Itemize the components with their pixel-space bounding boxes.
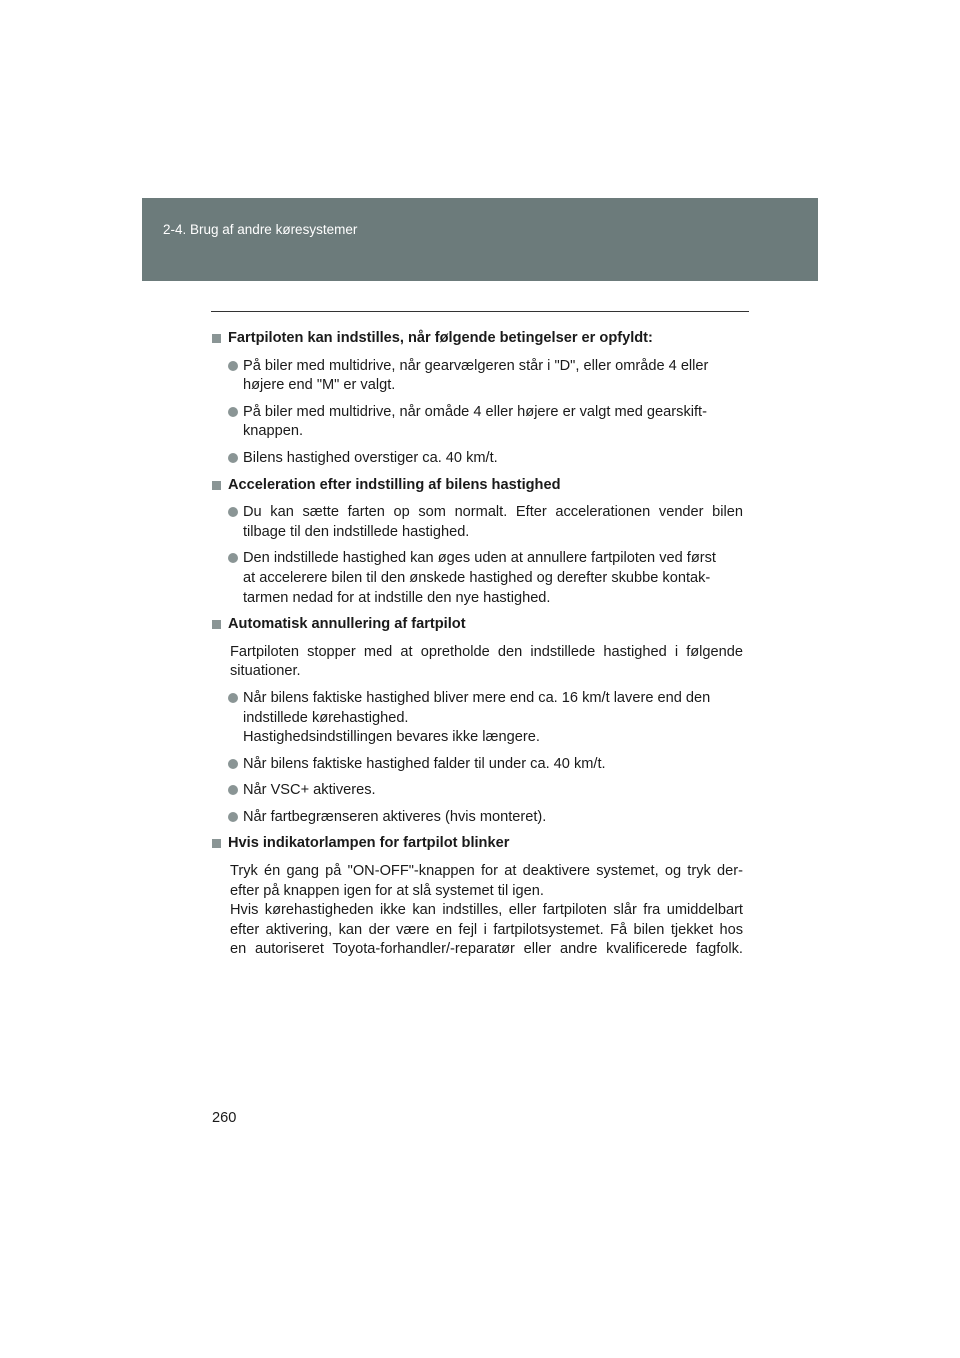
round-bullet-icon [228, 785, 238, 795]
list-item: På biler med multidrive, når omåde 4 eller højere er valgt med gearskift- knappen. [212, 403, 743, 442]
list-item: Når fartbegrænseren aktiveres (hvis monteret). [212, 808, 743, 828]
square-bullet-icon [212, 839, 221, 848]
round-bullet-icon [228, 407, 238, 417]
round-bullet-icon [228, 507, 238, 517]
round-bullet-icon [228, 812, 238, 822]
section-header-band [142, 198, 818, 281]
square-bullet-icon [212, 620, 221, 629]
list-item: Bilens hastighed overstiger ca. 40 km/t. [212, 449, 743, 469]
square-bullet-icon [212, 481, 221, 490]
round-bullet-icon [228, 361, 238, 371]
round-bullet-icon [228, 693, 238, 703]
section-heading: Acceleration efter indstilling af bilens hastighed [212, 476, 743, 496]
section-heading: Hvis indikatorlampen for fartpilot blinker [212, 834, 743, 854]
list-item: På biler med multidrive, når gearvælgeren står i "D", eller område 4 eller højere end "M" er valgt. [212, 357, 743, 396]
paragraph: Fartpiloten stopper med at opretholde den indstillede hastighed i følgende situationer. [230, 643, 743, 680]
section-heading: Fartpiloten kan indstilles, når følgende betingelser er opfyldt: [212, 329, 743, 349]
list-item: Når bilens faktiske hastighed bliver mere end ca. 16 km/t lavere end den indstillede kørehastighed. Hastighedsindstillingen bevares ikke længere. [212, 689, 743, 748]
page-number: 260 [212, 1110, 237, 1126]
list-item: Når VSC+ aktiveres. [212, 781, 743, 801]
square-bullet-icon [212, 334, 221, 343]
round-bullet-icon [228, 553, 238, 563]
divider-rule [211, 311, 749, 312]
paragraph: Tryk én gang på "ON-OFF"-knappen for at deaktivere systemet, og tryk der- efter på knappen igen for at slå systemet til igen. Hvis kørehastigheden ikke kan indstilles, eller fartpiloten slår fra umiddelbart efter aktivering, kan der være en fejl i fartpilotsystemet. Få bilen tjekket hos en autoriseret Toyota-forhandler/-reparatør eller andre kvalificerede fagfolk. [230, 863, 743, 958]
content-area [212, 329, 743, 967]
round-bullet-icon [228, 759, 238, 769]
list-item: Du kan sætte farten op som normalt. Efter accelerationen vender bilen tilbage til den indstillede hastighed. [212, 503, 743, 542]
section-title: 2-4. Brug af andre køresystemer [163, 222, 358, 237]
list-item: Når bilens faktiske hastighed falder til under ca. 40 km/t. [212, 755, 743, 775]
section-heading: Automatisk annullering af fartpilot [212, 615, 743, 635]
round-bullet-icon [228, 453, 238, 463]
list-item: Den indstillede hastighed kan øges uden at annullere fartpiloten ved først at accelerere bilen til den ønskede hastighed og derefter skubbe kontak- tarmen nedad for at indstille den nye hastighed. [212, 549, 743, 608]
